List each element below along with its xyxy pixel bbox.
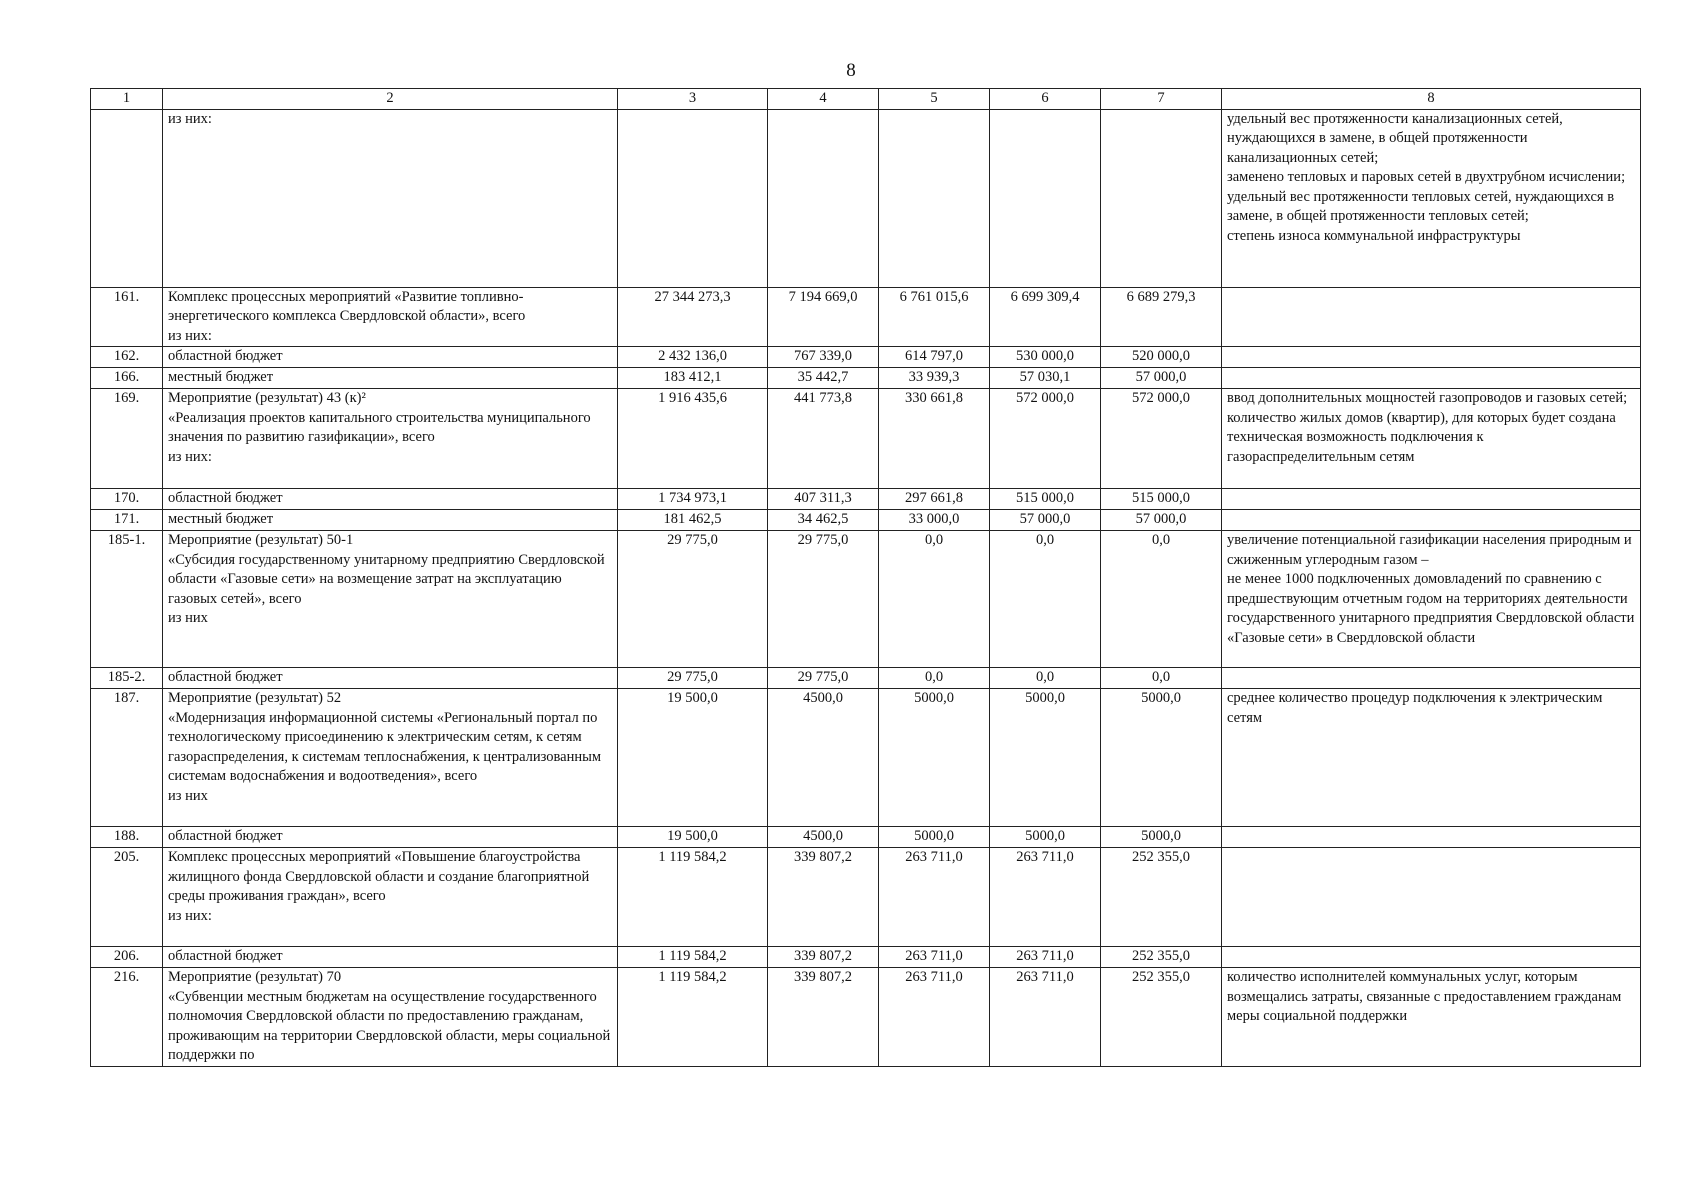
row-year-1: 4500,0: [768, 827, 879, 848]
row-result: [1222, 827, 1641, 848]
row-total: 1 119 584,2: [618, 968, 768, 1067]
row-number: 169.: [91, 389, 163, 489]
row-result: [1222, 947, 1641, 968]
row-year-4: 252 355,0: [1101, 848, 1222, 947]
row-year-4: 6 689 279,3: [1101, 287, 1222, 347]
row-year-1: 407 311,3: [768, 489, 879, 510]
row-year-2: 33 939,3: [879, 368, 990, 389]
row-year-1: 441 773,8: [768, 389, 879, 489]
row-year-2: 6 761 015,6: [879, 287, 990, 347]
row-number: 206.: [91, 947, 163, 968]
row-year-2: 263 711,0: [879, 848, 990, 947]
row-number: 188.: [91, 827, 163, 848]
row-name: Мероприятие (результат) 43 (к)² «Реализация проектов капитального строительства муниципального значения по развитию газификации», всего из них:: [163, 389, 618, 489]
row-year-1: 35 442,7: [768, 368, 879, 389]
row-year-4: [1101, 109, 1222, 287]
row-year-4: 5000,0: [1101, 827, 1222, 848]
row-number: 161.: [91, 287, 163, 347]
header-col-1: 1: [91, 89, 163, 110]
row-name: Мероприятие (результат) 70 «Субвенции местным бюджетам на осуществление государственного полномочия Свердловской области по предоставлению гражданам, проживающим на территории Свердловской области, меры социальной поддержки по: [163, 968, 618, 1067]
row-year-4: 252 355,0: [1101, 947, 1222, 968]
row-year-4: 57 000,0: [1101, 368, 1222, 389]
table-row: [91, 531, 1641, 668]
row-year-1: 339 807,2: [768, 968, 879, 1067]
row-number: 216.: [91, 968, 163, 1067]
row-year-4: 252 355,0: [1101, 968, 1222, 1067]
row-result: количество исполнителей коммунальных услуг, которым возмещались затраты, связанные с предоставлением гражданам меры социальной поддержки: [1222, 968, 1641, 1067]
row-year-3: 5000,0: [990, 827, 1101, 848]
row-name: областной бюджет: [163, 347, 618, 368]
program-table: [90, 88, 1641, 1067]
row-year-3: 5000,0: [990, 689, 1101, 827]
row-year-3: 263 711,0: [990, 848, 1101, 947]
row-number: 187.: [91, 689, 163, 827]
row-result: [1222, 668, 1641, 689]
row-year-3: 263 711,0: [990, 947, 1101, 968]
row-year-3: 515 000,0: [990, 489, 1101, 510]
row-year-2: 5000,0: [879, 689, 990, 827]
row-total: 181 462,5: [618, 510, 768, 531]
header-col-6: 6: [990, 89, 1101, 110]
header-col-5: 5: [879, 89, 990, 110]
row-year-1: 339 807,2: [768, 848, 879, 947]
table-row: [91, 689, 1641, 827]
table-row: [91, 510, 1641, 531]
row-name: областной бюджет: [163, 827, 618, 848]
row-year-1: [768, 109, 879, 287]
row-total: 1 119 584,2: [618, 947, 768, 968]
page-number: 8: [846, 60, 856, 81]
row-number: 171.: [91, 510, 163, 531]
table-row: [91, 827, 1641, 848]
row-year-4: 572 000,0: [1101, 389, 1222, 489]
row-year-4: 0,0: [1101, 668, 1222, 689]
header-col-7: 7: [1101, 89, 1222, 110]
row-total: 29 775,0: [618, 531, 768, 668]
table-row: [91, 947, 1641, 968]
row-name: местный бюджет: [163, 510, 618, 531]
row-year-4: 57 000,0: [1101, 510, 1222, 531]
row-name: Комплекс процессных мероприятий «Развитие топливно-энергетического комплекса Свердловской области», всего из них:: [163, 287, 618, 347]
table-row: [91, 668, 1641, 689]
row-name: местный бюджет: [163, 368, 618, 389]
table-row: [91, 489, 1641, 510]
row-year-2: 263 711,0: [879, 968, 990, 1067]
row-year-3: 57 030,1: [990, 368, 1101, 389]
row-result: ввод дополнительных мощностей газопроводов и газовых сетей; количество жилых домов (квартир), для которых будет создана техническая возможность подключения к газораспределительным сетям: [1222, 389, 1641, 489]
row-year-3: 0,0: [990, 531, 1101, 668]
row-year-1: 29 775,0: [768, 531, 879, 668]
header-col-4: 4: [768, 89, 879, 110]
row-name: Мероприятие (результат) 52 «Модернизация информационной системы «Региональный портал по технологическому присоединению к электрическим сетям, к сетям газораспределения, к системам теплоснабжения, к централизованным системам водоснабжения и водоотведения», всего из них: [163, 689, 618, 827]
row-result: увеличение потенциальной газификации населения природным и сжиженным углеродным газом – не менее 1000 подключенных домовладений по сравнению с предшествующим отчетным годом на территориях деятельности государственного унитарного предприятия Свердловской области «Газовые сети» в Свердловской области: [1222, 531, 1641, 668]
row-name: Мероприятие (результат) 50-1 «Субсидия государственному унитарному предприятию Свердловской области «Газовые сети» на возмещение затрат на эксплуатацию газовых сетей», всего из них: [163, 531, 618, 668]
row-total: 183 412,1: [618, 368, 768, 389]
row-total: 1 119 584,2: [618, 848, 768, 947]
row-total: 27 344 273,3: [618, 287, 768, 347]
row-number: 185-2.: [91, 668, 163, 689]
row-year-1: 4500,0: [768, 689, 879, 827]
row-number: 205.: [91, 848, 163, 947]
row-result: [1222, 489, 1641, 510]
row-year-3: 57 000,0: [990, 510, 1101, 531]
table-row: [91, 109, 1641, 287]
row-year-2: 297 661,8: [879, 489, 990, 510]
header-col-8: 8: [1222, 89, 1641, 110]
row-result: среднее количество процедур подключения к электрическим сетям: [1222, 689, 1641, 827]
row-total: 29 775,0: [618, 668, 768, 689]
row-result: удельный вес протяженности канализационных сетей, нуждающихся в замене, в общей протяженности канализационных сетей; заменено тепловых и паровых сетей в двухтрубном исчислении; удельный вес протяженности тепловых сетей, нуждающихся в замене, в общей протяженности тепловых сетей; степень износа коммунальной инфраструктуры: [1222, 109, 1641, 287]
row-year-3: 6 699 309,4: [990, 287, 1101, 347]
row-result: [1222, 848, 1641, 947]
row-year-2: [879, 109, 990, 287]
row-result: [1222, 287, 1641, 347]
row-year-2: 5000,0: [879, 827, 990, 848]
row-total: 19 500,0: [618, 689, 768, 827]
row-year-2: 330 661,8: [879, 389, 990, 489]
row-number: 162.: [91, 347, 163, 368]
row-year-1: 339 807,2: [768, 947, 879, 968]
row-result: [1222, 347, 1641, 368]
table-row: [91, 287, 1641, 347]
row-year-1: 7 194 669,0: [768, 287, 879, 347]
row-year-2: 263 711,0: [879, 947, 990, 968]
row-name: областной бюджет: [163, 668, 618, 689]
row-year-4: 5000,0: [1101, 689, 1222, 827]
row-year-3: 530 000,0: [990, 347, 1101, 368]
row-name: Комплекс процессных мероприятий «Повышение благоустройства жилищного фонда Свердловской области и создание благоприятной среды проживания граждан», всего из них:: [163, 848, 618, 947]
table-row: [91, 389, 1641, 489]
row-name: из них:: [163, 109, 618, 287]
row-total: 19 500,0: [618, 827, 768, 848]
row-result: [1222, 510, 1641, 531]
row-total: 2 432 136,0: [618, 347, 768, 368]
row-year-3: 0,0: [990, 668, 1101, 689]
row-total: 1 916 435,6: [618, 389, 768, 489]
row-year-1: 34 462,5: [768, 510, 879, 531]
row-number: [91, 109, 163, 287]
row-year-3: 263 711,0: [990, 968, 1101, 1067]
row-year-1: 767 339,0: [768, 347, 879, 368]
row-total: 1 734 973,1: [618, 489, 768, 510]
row-year-4: 515 000,0: [1101, 489, 1222, 510]
table-row: [91, 968, 1641, 1067]
header-col-3: 3: [618, 89, 768, 110]
row-year-2: 614 797,0: [879, 347, 990, 368]
row-year-4: 0,0: [1101, 531, 1222, 668]
row-year-1: 29 775,0: [768, 668, 879, 689]
table-row: [91, 368, 1641, 389]
row-name: областной бюджет: [163, 489, 618, 510]
table-header-row: [91, 89, 1641, 110]
row-name: областной бюджет: [163, 947, 618, 968]
row-number: 170.: [91, 489, 163, 510]
table-row: [91, 848, 1641, 947]
row-total: [618, 109, 768, 287]
row-year-3: [990, 109, 1101, 287]
row-year-4: 520 000,0: [1101, 347, 1222, 368]
row-result: [1222, 368, 1641, 389]
row-year-2: 0,0: [879, 668, 990, 689]
row-year-2: 0,0: [879, 531, 990, 668]
row-number: 166.: [91, 368, 163, 389]
row-year-2: 33 000,0: [879, 510, 990, 531]
row-number: 185-1.: [91, 531, 163, 668]
header-col-2: 2: [163, 89, 618, 110]
table-row: [91, 347, 1641, 368]
row-year-3: 572 000,0: [990, 389, 1101, 489]
